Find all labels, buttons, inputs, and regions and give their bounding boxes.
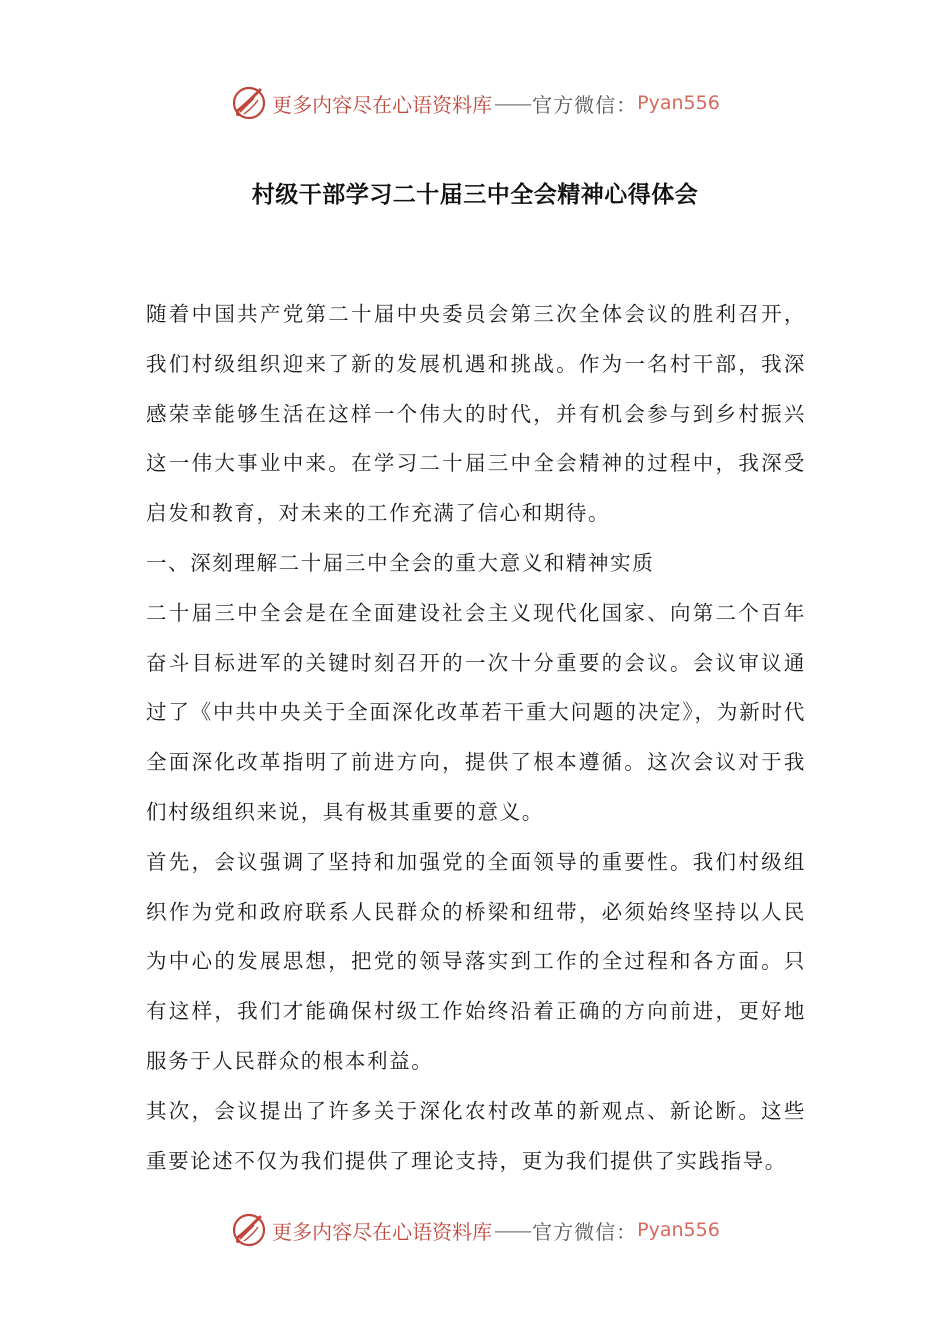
- pen-circle-logo-icon: [230, 1211, 268, 1249]
- pen-circle-logo-icon: [230, 84, 268, 122]
- banner-wechat-id: Pyan556: [637, 92, 720, 114]
- document-body: [146, 290, 806, 1186]
- header-banner: [0, 80, 950, 126]
- paragraph-first-point: 首先，会议强调了坚持和加强党的全面领导的重要性。我们村级组织作为党和政府联系人民群众的桥梁和纽带，必须始终坚持以人民为中心的发展思想，把党的领导落实到工作的全过程和各方面。只有这样，我们才能确保村级工作始终沿着正确的方向前进，更好地服务于人民群众的根本利益。: [146, 849, 806, 1073]
- banner-separator: ——: [494, 1218, 531, 1242]
- footer-banner: [0, 1207, 950, 1253]
- banner-wechat-id: Pyan556: [637, 1219, 720, 1241]
- section-heading-1: 一、深刻理解二十届三中全会的重大意义和精神实质: [146, 550, 655, 575]
- paragraph-second-point: 其次，会议提出了许多关于深化农村改革的新观点、新论断。这些重要论述不仅为我们提供了理论支持，更为我们提供了实践指导。: [146, 1098, 806, 1173]
- banner-text: 更多内容尽在心语资料库: [272, 92, 493, 117]
- paragraph-intro: 随着中国共产党第二十届中央委员会第三次全体会议的胜利召开，我们村级组织迎来了新的发展机遇和挑战。作为一名村干部，我深感荣幸能够生活在这样一个伟大的时代，并有机会参与到乡村振兴这一伟大事业中来。在学习二十届三中全会精神的过程中，我深受启发和教育，对未来的工作充满了信心和期待。: [146, 302, 806, 526]
- banner-separator: ——: [494, 91, 531, 115]
- paragraph-significance: 二十届三中全会是在全面建设社会主义现代化国家、向第二个百年奋斗目标进军的关键时刻召开的一次十分重要的会议。会议审议通过了《中共中央关于全面深化改革若干重大问题的决定》，为新时代全面深化改革指明了前进方向，提供了根本遵循。这次会议对于我们村级组织来说，具有极其重要的意义。: [146, 600, 806, 824]
- banner-official-label: 官方微信：: [532, 1219, 638, 1244]
- banner-official-label: 官方微信：: [532, 92, 638, 117]
- document-title: 村级干部学习二十届三中全会精神心得体会: [251, 182, 699, 208]
- banner-text: 更多内容尽在心语资料库: [272, 1219, 493, 1244]
